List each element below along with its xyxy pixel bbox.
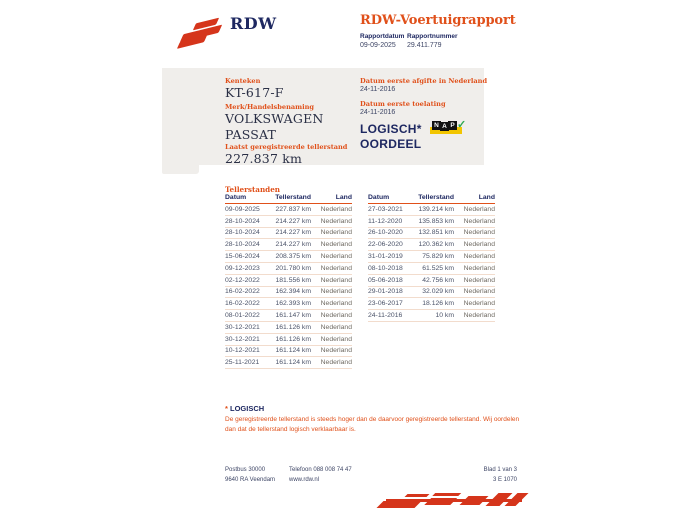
table-row: [225, 334, 352, 346]
table-row: [368, 287, 495, 299]
table-cell-stand: 42.756 km: [422, 276, 454, 284]
table-cell-land: Nederland: [320, 241, 352, 249]
table-row: [225, 322, 352, 334]
table-row: [368, 251, 495, 263]
table-row: [368, 216, 495, 228]
column-header-tellerstand: Tellerstand: [418, 194, 454, 201]
table-row: [225, 357, 352, 369]
table-body-left: [225, 204, 352, 369]
table-cell-stand: 214.227 km: [275, 217, 311, 225]
table-cell-datum: 28-10-2024: [225, 229, 260, 237]
oordeel-line1: LOGISCH*: [360, 122, 422, 136]
table-row: [225, 346, 352, 358]
footer-phone: Telefoon 088 008 74 47: [289, 467, 352, 473]
table-cell-stand: 61.525 km: [422, 264, 454, 272]
table-cell-stand: 132.851 km: [418, 229, 454, 237]
table-cell-stand: 120.362 km: [418, 241, 454, 249]
table-cell-datum: 24-11-2016: [368, 312, 403, 320]
table-cell-datum: 09-09-2025: [225, 205, 260, 213]
toelating-value: 24-11-2016: [360, 109, 396, 116]
column-header-datum: Datum: [368, 194, 390, 201]
table-row: [225, 310, 352, 322]
table-cell-datum: 28-10-2024: [225, 241, 260, 249]
table-cell-land: Nederland: [463, 300, 495, 308]
table-cell-land: Nederland: [320, 312, 352, 320]
stripe-hatch-3: [425, 502, 454, 505]
footer-contact: [289, 466, 352, 485]
table-cell-stand: 162.394 km: [275, 288, 311, 296]
table-cell-land: Nederland: [320, 264, 352, 272]
nap-check-icon: ✓: [457, 119, 467, 131]
rdw-stripes-graphic-icon: [372, 488, 522, 512]
footer-address-line1: Postbus 30000: [225, 467, 266, 473]
table-cell-land: Nederland: [320, 359, 352, 367]
column-header-land: Land: [335, 194, 352, 201]
table-cell-datum: 26-10-2020: [368, 229, 403, 237]
stripe-block-a: [377, 501, 422, 508]
table-cell-land: Nederland: [320, 276, 352, 284]
table-cell-datum: 30-12-2021: [225, 323, 260, 331]
table-cell-land: Nederland: [320, 205, 352, 213]
table-row: [225, 263, 352, 275]
table-row: [368, 310, 495, 322]
table-cell-datum: 29-01-2018: [368, 288, 403, 296]
table-cell-datum: 11-12-2020: [368, 217, 403, 225]
laatste-tellerstand-value: 227.837 km: [225, 151, 303, 166]
table-cell-datum: 28-10-2024: [225, 217, 260, 225]
tellerstanden-title: Tellerstanden: [225, 185, 280, 194]
laatste-tellerstand-label: Laatst geregistreerde tellerstand: [225, 143, 348, 151]
report-number-label: Rapportnummer: [407, 33, 458, 40]
table-cell-land: Nederland: [320, 335, 352, 343]
table-cell-stand: 139.214 km: [418, 205, 454, 213]
model-value: PASSAT: [225, 127, 277, 142]
table-header-row: [225, 194, 352, 204]
report-date-label: Rapportdatum: [360, 33, 405, 40]
table-cell-datum: 08-10-2018: [368, 264, 403, 272]
footer-form-code: 3 E 1070: [492, 476, 517, 483]
table-cell-land: Nederland: [320, 229, 352, 237]
table-cell-stand: 161.124 km: [275, 359, 311, 367]
stripe-hatch-1: [433, 493, 462, 496]
table-cell-stand: 32.029 km: [422, 288, 454, 296]
table-body-right: [368, 204, 495, 322]
table-cell-stand: 135.853 km: [418, 217, 454, 225]
stripe-sliver-a: [405, 494, 430, 497]
rdw-logo-wing-icon: [178, 20, 226, 50]
table-cell-land: Nederland: [320, 347, 352, 355]
table-cell-datum: 15-06-2024: [225, 253, 260, 261]
table-cell-datum: 10-12-2021: [225, 347, 260, 355]
table-cell-stand: 201.780 km: [275, 264, 311, 272]
table-cell-datum: 25-11-2021: [225, 359, 260, 367]
table-row: [368, 298, 495, 310]
page-title: RDW-Voertuigrapport: [360, 13, 516, 28]
footer-page-info: [430, 466, 517, 485]
table-row: [368, 204, 495, 216]
table-row: [225, 298, 352, 310]
table-cell-datum: 27-03-2021: [368, 205, 403, 213]
table-row: [368, 263, 495, 275]
table-cell-datum: 16-02-2022: [225, 288, 260, 296]
table-cell-stand: 161.126 km: [275, 323, 311, 331]
table-row: [225, 251, 352, 263]
table-row: [225, 239, 352, 251]
logisch-footnote-text: De geregistreerde tellerstand is steeds hoger dan de daarvoor geregistreerde tellerstand. Wij oordelen dan dat de tellerstand logisch verklaarbaar is.: [225, 416, 520, 433]
table-row: [368, 239, 495, 251]
tellerstanden-table-left: [225, 194, 352, 369]
table-cell-datum: 05-06-2018: [368, 276, 403, 284]
table-cell-datum: 30-12-2021: [225, 335, 260, 343]
table-cell-land: Nederland: [463, 229, 495, 237]
table-cell-stand: 10 km: [435, 312, 454, 320]
report-number-value: 29.411.779: [407, 42, 442, 49]
rdw-logo-text: RDW: [230, 14, 277, 33]
oordeel-line2: OORDEEL: [360, 137, 422, 151]
table-cell-land: Nederland: [320, 217, 352, 225]
table-cell-datum: 22-06-2020: [368, 241, 403, 249]
tellerstanden-table-right: [368, 194, 495, 322]
footnote-asterisk: *: [225, 404, 228, 413]
table-cell-stand: 181.556 km: [275, 276, 311, 284]
table-cell-land: Nederland: [463, 241, 495, 249]
footer-address-line2: 9640 RA Veendam: [225, 476, 276, 483]
table-cell-stand: 214.227 km: [275, 229, 311, 237]
table-row: [225, 228, 352, 240]
table-cell-land: Nederland: [320, 253, 352, 261]
table-cell-stand: 161.124 km: [275, 347, 311, 355]
nap-letter-p: P: [448, 121, 457, 130]
footer-page-number: Blad 1 van 3: [483, 467, 517, 473]
table-cell-stand: 208.375 km: [275, 253, 311, 261]
table-cell-land: Nederland: [320, 323, 352, 331]
afgifte-label: Datum eerste afgifte in Nederland: [360, 77, 488, 85]
column-header-tellerstand: Tellerstand: [275, 194, 311, 201]
table-cell-land: Nederland: [463, 264, 495, 272]
vehicle-summary-panel-tab: [162, 165, 199, 174]
table-cell-land: Nederland: [320, 300, 352, 308]
table-cell-land: Nederland: [463, 312, 495, 320]
table-cell-datum: 09-12-2023: [225, 264, 260, 272]
nap-logo: [432, 120, 472, 136]
table-cell-land: Nederland: [463, 288, 495, 296]
table-row: [225, 275, 352, 287]
table-row: [368, 228, 495, 240]
table-row: [225, 216, 352, 228]
table-cell-datum: 31-01-2019: [368, 253, 403, 261]
table-cell-land: Nederland: [320, 288, 352, 296]
stripe-hatch-2: [429, 498, 458, 501]
table-cell-datum: 16-02-2022: [225, 300, 260, 308]
table-cell-stand: 227.837 km: [275, 205, 311, 213]
table-cell-stand: 214.227 km: [275, 241, 311, 249]
nap-letter-n: N: [432, 121, 441, 130]
toelating-label: Datum eerste toelating: [360, 100, 446, 108]
footer-address: [225, 466, 275, 485]
merk-value: VOLKSWAGEN: [225, 111, 324, 126]
afgifte-value: 24-11-2016: [360, 86, 396, 93]
nap-letter-a: A: [440, 122, 449, 131]
table-row: [225, 204, 352, 216]
table-cell-land: Nederland: [463, 217, 495, 225]
table-cell-land: Nederland: [463, 253, 495, 261]
table-cell-stand: 161.147 km: [275, 312, 311, 320]
table-cell-datum: 02-12-2022: [225, 276, 260, 284]
column-header-land: Land: [478, 194, 495, 201]
kenteken-value: KT-617-F: [225, 85, 284, 100]
report-date-value: 09-09-2025: [360, 42, 396, 49]
logisch-footnote-title: [225, 404, 264, 413]
table-cell-stand: 162.393 km: [275, 300, 311, 308]
table-cell-datum: 08-01-2022: [225, 312, 260, 320]
footer-website-link[interactable]: www.rdw.nl: [289, 476, 320, 483]
table-cell-stand: 161.126 km: [275, 335, 311, 343]
table-row: [368, 275, 495, 287]
table-cell-stand: 18.126 km: [422, 300, 454, 308]
table-row: [225, 287, 352, 299]
table-cell-land: Nederland: [463, 205, 495, 213]
footnote-title-text: LOGISCH: [227, 404, 265, 413]
merk-label: Merk/Handelsbenaming: [225, 103, 315, 111]
table-cell-land: Nederland: [463, 276, 495, 284]
table-cell-stand: 75.829 km: [422, 253, 454, 261]
kenteken-label: Kenteken: [225, 77, 261, 85]
table-header-row: [368, 194, 495, 204]
column-header-datum: Datum: [225, 194, 247, 201]
table-cell-datum: 23-06-2017: [368, 300, 403, 308]
